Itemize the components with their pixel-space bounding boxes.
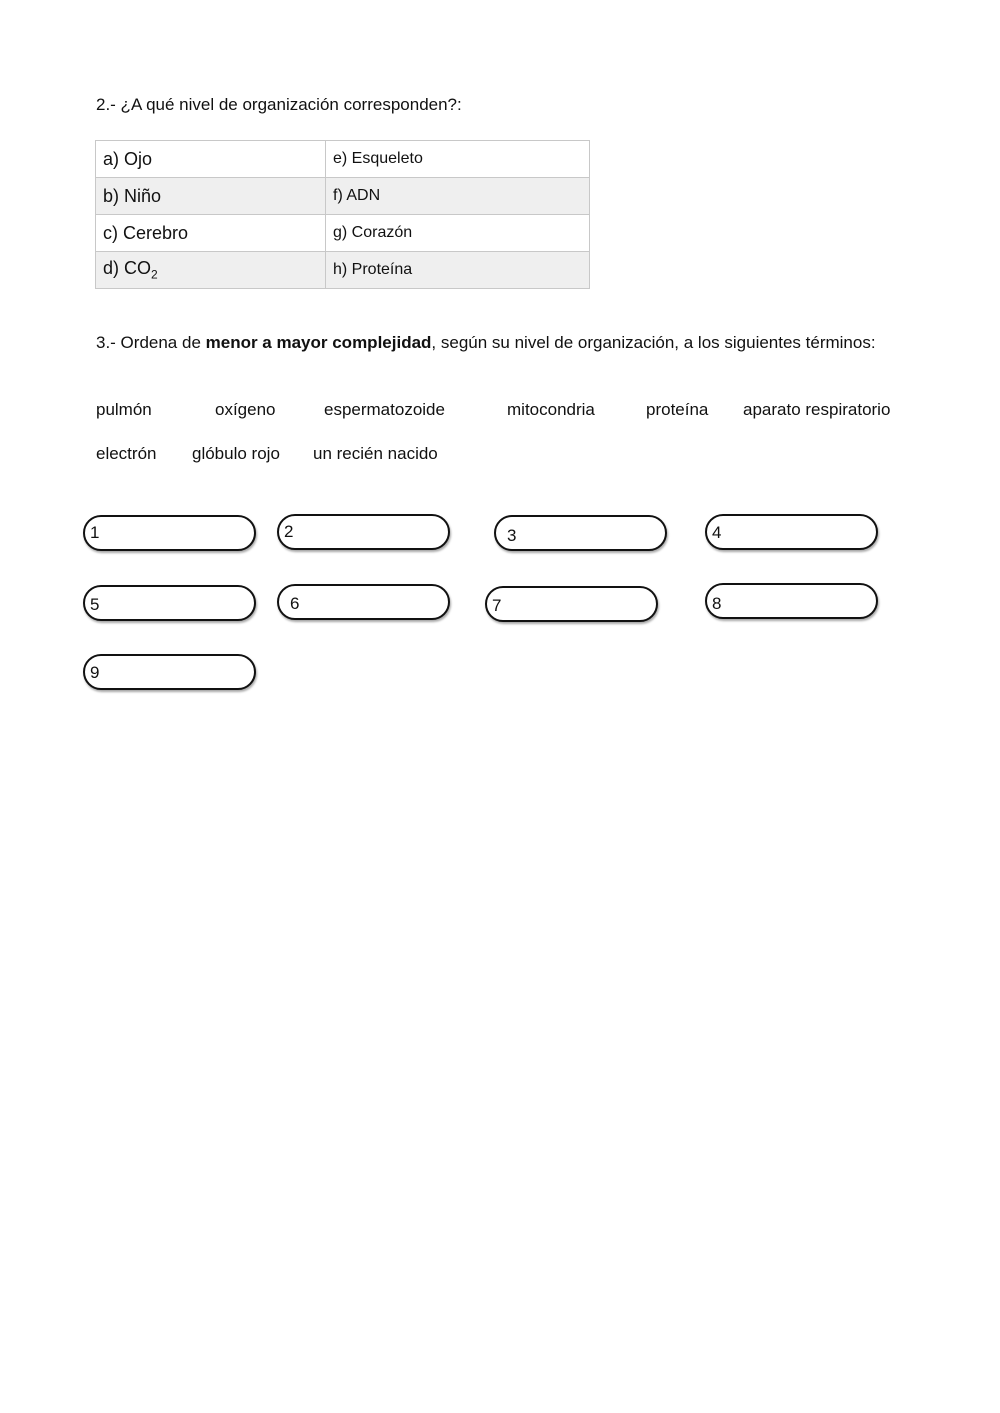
answer-box-6[interactable] (277, 584, 450, 620)
term-word[interactable]: oxígeno (215, 400, 276, 419)
term-word[interactable]: un recién nacido (313, 444, 438, 463)
answer-box-number: 4 (712, 523, 722, 542)
answer-box-number: 7 (492, 596, 502, 615)
answer-box-5[interactable] (83, 585, 256, 621)
answer-box-number: 2 (284, 522, 294, 541)
answer-box-number: 1 (90, 523, 100, 542)
term-word[interactable]: electrón (96, 444, 157, 463)
table-row (96, 141, 590, 178)
answer-box-7[interactable] (485, 586, 658, 622)
q3-intro-bold: menor a mayor complejidad (205, 333, 432, 352)
answer-box-number: 5 (90, 595, 100, 614)
co2-prefix: d) CO (103, 258, 152, 279)
answer-box-3[interactable] (494, 515, 667, 551)
q3-intro-after: , según su nivel de organización, a los siguientes términos: (431, 333, 876, 352)
table-cell: e) Esqueleto (326, 141, 590, 178)
q3-intro-before: 3.- Ordena de (96, 333, 206, 352)
question-2-title: 2.- ¿A qué nivel de organización corresponden?: (96, 95, 462, 114)
co2-subscript: 2 (151, 267, 158, 282)
term-word[interactable]: proteína (646, 400, 709, 419)
term-word[interactable]: espermatozoide (324, 400, 445, 419)
answer-box-2[interactable] (277, 514, 450, 550)
answer-box-number: 3 (507, 526, 517, 545)
table-row (96, 252, 590, 289)
table-cell: c) Cerebro (96, 215, 326, 252)
answer-box-number: 8 (712, 594, 722, 613)
table-row (96, 215, 590, 252)
table-cell (96, 252, 326, 289)
table-cell: h) Proteína (326, 252, 590, 289)
answer-box-9[interactable] (83, 654, 256, 690)
term-word[interactable]: mitocondria (507, 400, 595, 419)
answer-box-4[interactable] (705, 514, 878, 550)
table-cell: f) ADN (326, 178, 590, 215)
answer-box-number: 9 (90, 663, 100, 682)
term-word[interactable]: pulmón (96, 400, 152, 419)
organization-levels-table (95, 140, 590, 289)
table-row (96, 178, 590, 215)
answer-box-number: 6 (290, 594, 300, 613)
table-cell: g) Corazón (326, 215, 590, 252)
table-cell: a) Ojo (96, 141, 326, 178)
table-cell: b) Niño (96, 178, 326, 215)
term-word[interactable]: aparato respiratorio (743, 400, 891, 419)
term-word[interactable]: glóbulo rojo (192, 444, 280, 463)
question-3-instructions (96, 332, 904, 354)
answer-box-1[interactable] (83, 515, 256, 551)
answer-box-8[interactable] (705, 583, 878, 619)
